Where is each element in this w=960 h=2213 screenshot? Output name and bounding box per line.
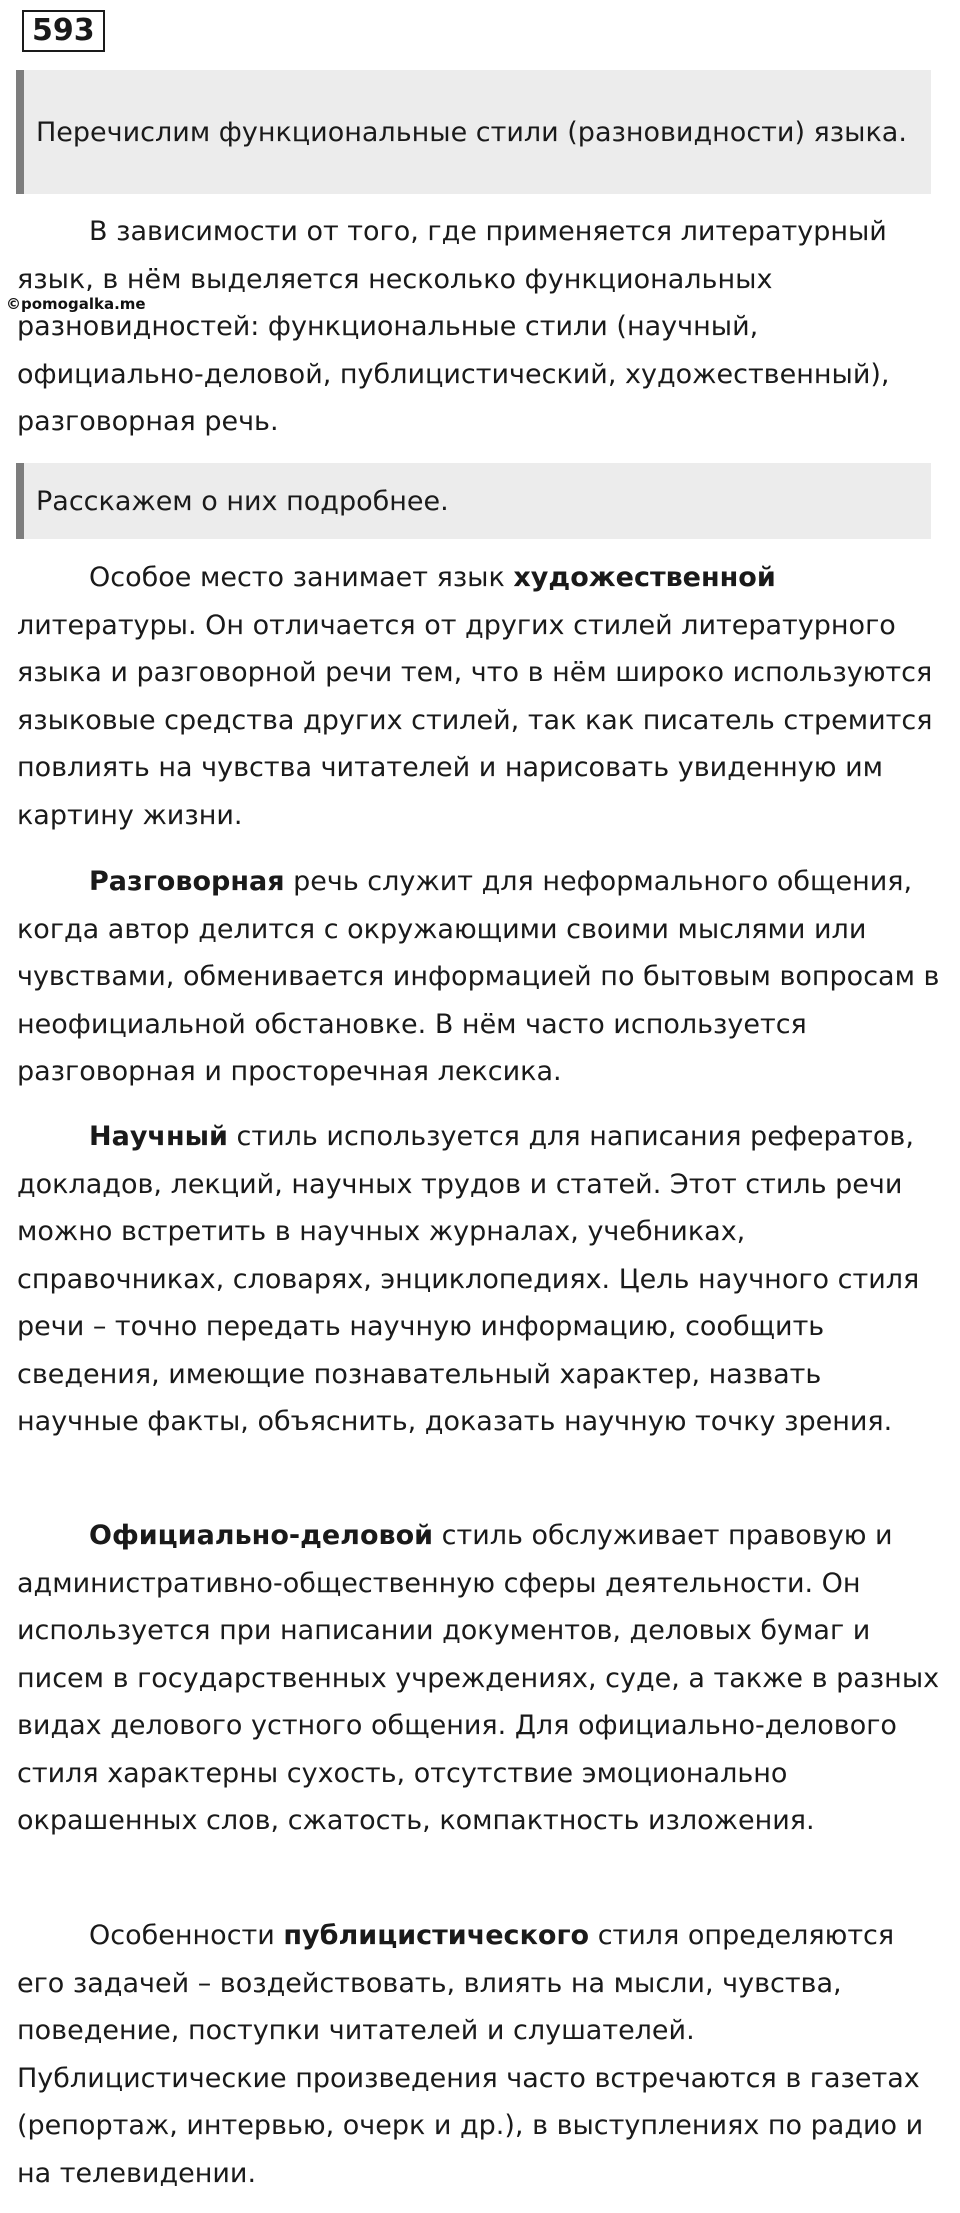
watermark: ©pomogalka.me	[6, 295, 146, 313]
callout-enumerate-styles	[16, 70, 931, 194]
paragraph-artistic	[17, 554, 945, 839]
callout-details	[16, 463, 931, 539]
paragraph-journalistic	[17, 1912, 945, 2197]
text-run: стиля определяются его задачей – воздействовать, влиять на мысли, чувства, поведение, поступки читателей и слушателей. Публицистические произведения часто встречаются в газетах (репортаж, интервью, очерк и др.), в выступлениях по радио и на телевидении.	[17, 1920, 924, 2189]
text-run: стиль используется для написания рефератов, докладов, лекций, научных трудов и статей. Этот стиль речи можно встретить в научных журналах, учебниках, справочниках, словарях, энциклопедиях. Цель научного стиля речи – точно передать научную информацию, сообщить сведения, имеющие познавательный характер, назвать научные факты, объяснить, доказать научную точку зрения.	[17, 1121, 920, 1437]
term-journalistic: публицистического	[283, 1920, 590, 1951]
term-official: Официально-деловой	[89, 1520, 434, 1551]
callout-text: Перечислим функциональные стили (разновидности) языка.	[36, 116, 907, 148]
text-run: стиль обслуживает правовую и административно-общественную сферы деятельности. Он используется при написании документов, деловых бумаг и писем в государственных учреждениях, суде, а также в разных видах делового устного общения. Для официально-делового стиля характерны сухость, отсутствие эмоционально окрашенных слов, сжатость, компактность изложения.	[17, 1520, 940, 1836]
paragraph-scientific	[17, 1113, 945, 1446]
text-run: речь служит для неформального общения, когда автор делится с окружающими своими мыслями или чувствами, обменивается информацией по бытовым вопросам в неофициальной обстановке. В нём часто используется разговорная и просторечная лексика.	[17, 866, 940, 1087]
paragraph-colloquial	[17, 858, 945, 1096]
task-number: 593	[22, 10, 105, 52]
term-scientific: Научный	[89, 1121, 228, 1152]
text-run: Особенности	[89, 1920, 284, 1951]
intro-paragraph: В зависимости от того, где применяется литературный язык, в нём выделяется несколько функциональных разновидностей: функциональные стили (научный, официально-деловой, публицистический, художественный), разговорная речь.	[17, 216, 890, 437]
term-colloquial: Разговорная	[89, 866, 285, 897]
term-artistic: художественной	[513, 562, 776, 593]
paragraph-official	[17, 1512, 945, 1845]
text-run: Особое место занимает язык	[89, 562, 514, 593]
text-run: литературы. Он отличается от других стилей литературного языка и разговорной речи тем, что в нём широко используются языковые средства других стилей, так как писатель стремится повлиять на чувства читателей и нарисовать увиденную им картину жизни.	[17, 609, 933, 831]
callout-text: Расскажем о них подробнее.	[36, 485, 449, 517]
